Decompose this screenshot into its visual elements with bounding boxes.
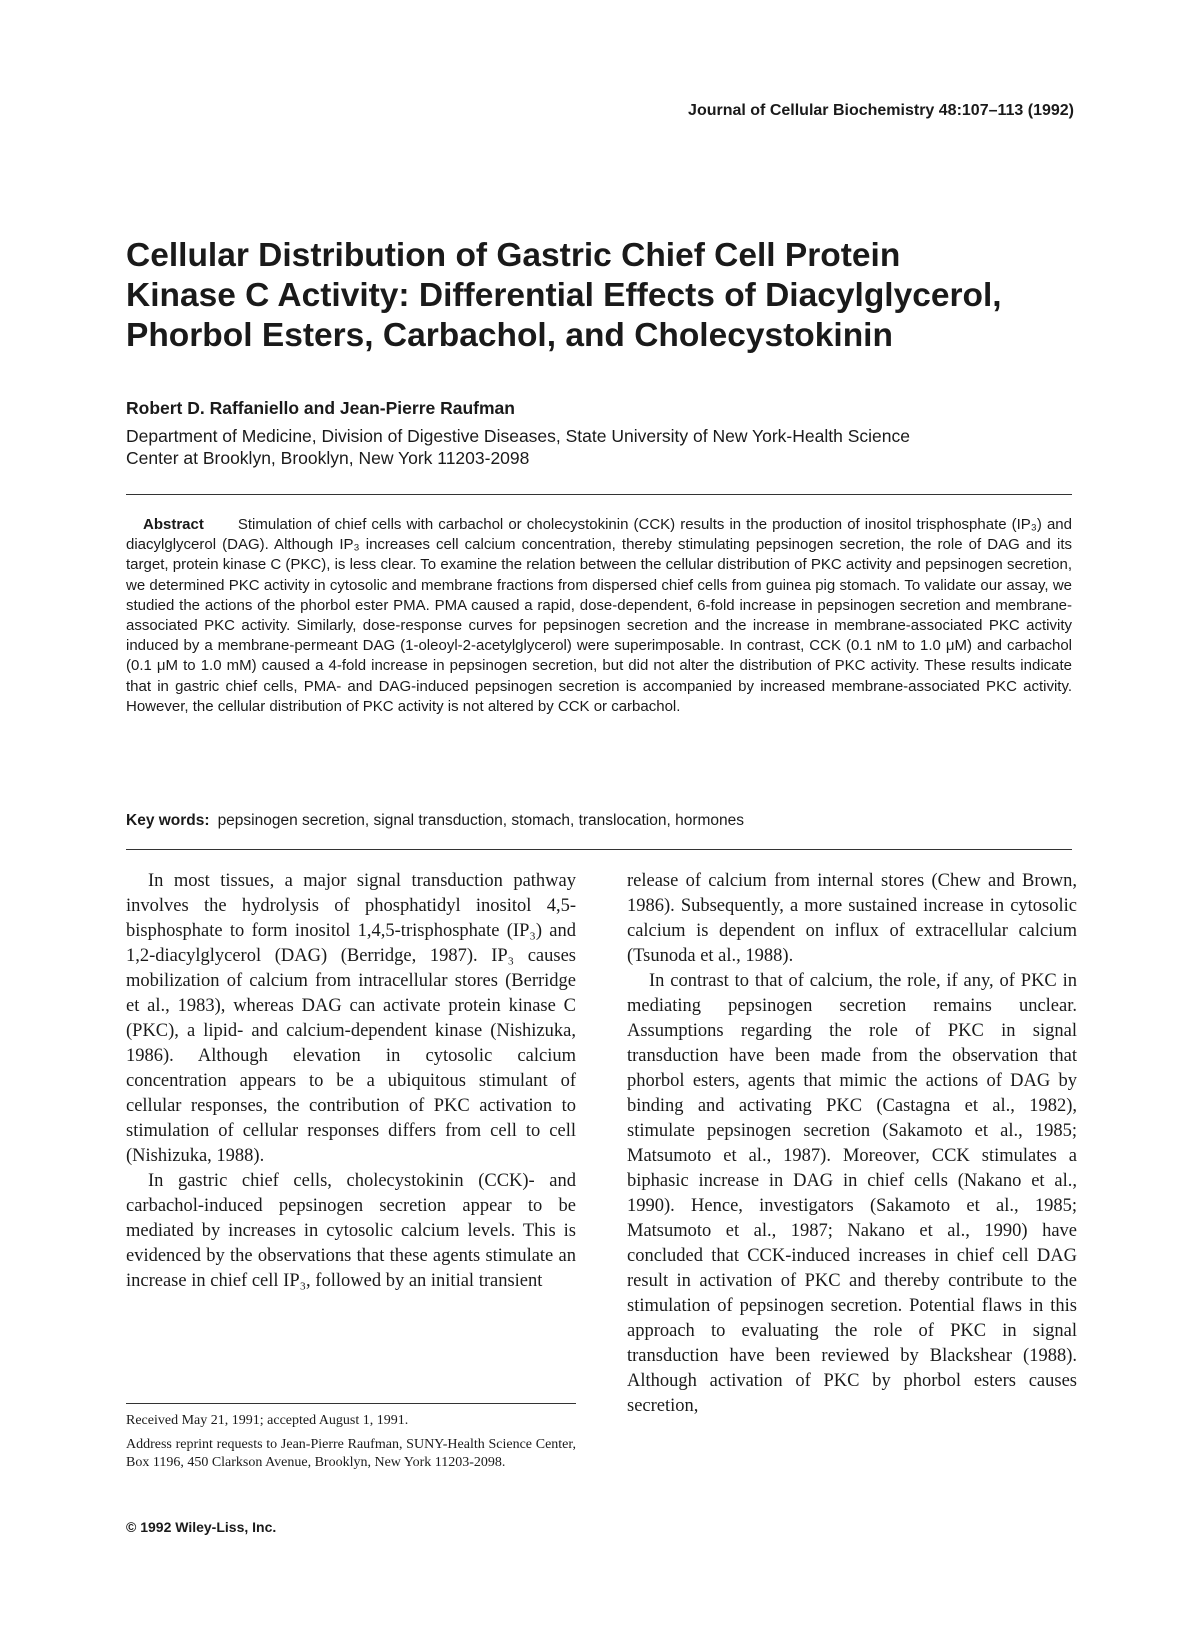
body-paragraph-continued: release of calcium from internal stores (Chew and Brown, 1986). Subsequently, a more sustained increase in cytosolic calcium is dependent on influx of extracellular calcium (Tsunoda et al., 1988). (627, 871, 1077, 966)
abstract (126, 515, 1072, 717)
copyright-notice: © 1992 Wiley-Liss, Inc. (126, 1519, 277, 1535)
affiliation (126, 425, 1086, 469)
keywords-label: Key words: (126, 812, 210, 829)
footnote-received: Received May 21, 1991; accepted August 1, 1991. (126, 1413, 409, 1428)
title-line: Phorbol Esters, Carbachol, and Cholecystokinin (126, 317, 893, 354)
abstract-label: Abstract (143, 516, 204, 533)
title-line: Kinase C Activity: Differential Effects of Diacylglycerol, (126, 277, 1002, 314)
title-line: Cellular Distribution of Gastric Chief Cell Protein (126, 237, 901, 274)
body-column-left (126, 869, 576, 1354)
body-paragraph: In contrast to that of calcium, the role, if any, of PKC in mediating pepsinogen secretion remains unclear. Assumptions regarding the role of PKC in signal transduction have been made from the observation that phorbol esters, agents that mimic the actions of DAG by binding and activating PKC (Castagna et al., 1982), stimulate pepsinogen secretion (Sakamoto et al., 1985; Matsumoto et al., 1987). Moreover, CCK stimulates a biphasic increase in DAG in chief cells (Nakano et al., 1990). Hence, investigators (Sakamoto et al., 1985; Matsumoto et al., 1987; Nakano et al., 1990) have concluded that CCK-induced increases in chief cell DAG result in activation of PKC and thereby contribute to the stimulation of pepsinogen secretion. Potential flaws in this approach to evaluating the role of PKC in signal transduction have been reviewed by Blackshear (1988). Although activation of PKC by phorbol esters causes secretion, (627, 971, 1077, 1416)
keywords-text: pepsinogen secretion, signal transduction, stomach, translocation, hormones (217, 812, 745, 829)
article-title (126, 236, 1086, 356)
body-paragraph: In most tissues, a major signal transduction pathway involves the hydrolysis of phosphatidyl inositol 4,5-bisphosphate to form inositol 1,4,5-trisphosphate (IP₃) and 1,2-diacylglycerol (DAG) (Berridge, 1987). IP₃ causes mobilization of calcium from intracellular stores (Berridge et al., 1983), whereas DAG can activate protein kinase C (PKC), a lipid- and calcium-dependent kinase (Nishizuka, 1986). Although elevation in cytosolic calcium concentration appears to be a ubiquitous stimulant of cellular responses, the contribution of PKC activation to stimulation of cellular responses differs from cell to cell (Nishizuka, 1988). (126, 871, 576, 1166)
keywords (126, 812, 1072, 830)
abstract-text: Stimulation of chief cells with carbachol or cholecystokinin (CCK) results in the production of inositol trisphosphate (IP₃) and diacylglycerol (DAG). Although IP₃ increases cell calcium concentration, thereby stimulating pepsinogen secretion, the role of DAG and its target, protein kinase C (PKC), is less clear. To examine the relation between the cellular distribution of PKC activity and pepsinogen secretion, we determined PKC activity in cytosolic and membrane fractions from dispersed chief cells from guinea pig stomach. To validate our assay, we studied the actions of the phorbol ester PMA. PMA caused a rapid, dose-dependent, 6-fold increase in pepsinogen secretion and membrane-associated PKC activity. Similarly, dose-response curves for pepsinogen secretion and the increase in membrane-associated PKC activity induced by a membrane-permeant DAG (1-oleoyl-2-acetylglycerol) were superimposable. In contrast, CCK (0.1 nM to 1.0 μM) and carbachol (0.1 μM to 1.0 mM) caused a 4-fold increase in pepsinogen secretion, but did not alter the distribution of PKC activity. These results indicate that in gastric chief cells, PMA- and DAG-induced pepsinogen secretion is accompanied by increased membrane-associated PKC activity. However, the cellular distribution of PKC activity is not altered by CCK or carbachol. (126, 516, 1072, 715)
body-column-right (627, 869, 1077, 1419)
affiliation-line: Center at Brooklyn, Brooklyn, New York 11203-2098 (126, 448, 530, 468)
footnote-rule (126, 1403, 576, 1404)
divider-bottom (126, 849, 1072, 850)
divider-top (126, 494, 1072, 495)
authors: Robert D. Raffaniello and Jean-Pierre Raufman (126, 398, 515, 418)
journal-citation: Journal of Cellular Biochemistry 48:107–113 (1992) (688, 102, 1074, 119)
body-paragraph: In gastric chief cells, cholecystokinin (CCK)- and carbachol-induced pepsinogen secretion appear to be mediated by increases in cytosolic calcium levels. This is evidenced by the observations that these agents stimulate an increase in chief cell IP₃, followed by an initial transient (126, 1171, 576, 1291)
affiliation-line: Department of Medicine, Division of Digestive Diseases, State University of New York-Health Science (126, 426, 910, 446)
footnote-address: Address reprint requests to Jean-Pierre Raufman, SUNY-Health Science Center, Box 1196, 450 Clarkson Avenue, Brooklyn, New York 11203-2098. (126, 1437, 576, 1470)
